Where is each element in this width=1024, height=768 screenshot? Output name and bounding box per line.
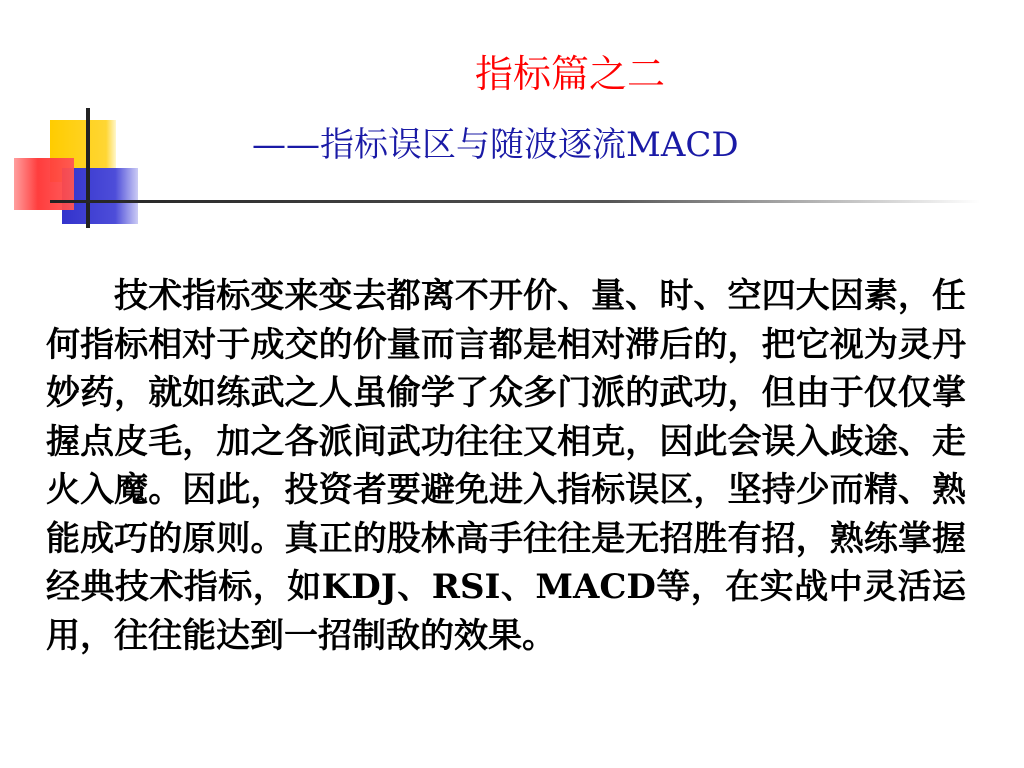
deco-vertical-line: [86, 108, 90, 228]
body-paragraph: 技术指标变来变去都离不开价、量、时、空四大因素，任何指标相对于成交的价量而言都是相对滞后的，把它视为灵丹妙药，就如练武之人虽偷学了众多门派的武功，但由于仅仅掌握点皮毛，加之各派间武功往往又相克，因此会误入歧途、走火入魔。因此，投资者要避免进入指标误区，坚持少而精、熟能成巧的原则。真正的股林高手往往是无招胜有招，熟练掌握经典技术指标，如KDJ、RSI、MACD等，在实战中灵活运用，往往能达到一招制敌的效果。: [46, 276, 966, 656]
deco-horizontal-line: [50, 200, 980, 203]
slide-subtitle: ——指标误区与随波逐流MACD: [252, 125, 739, 165]
slide-title: 指标篇之二: [474, 52, 665, 96]
